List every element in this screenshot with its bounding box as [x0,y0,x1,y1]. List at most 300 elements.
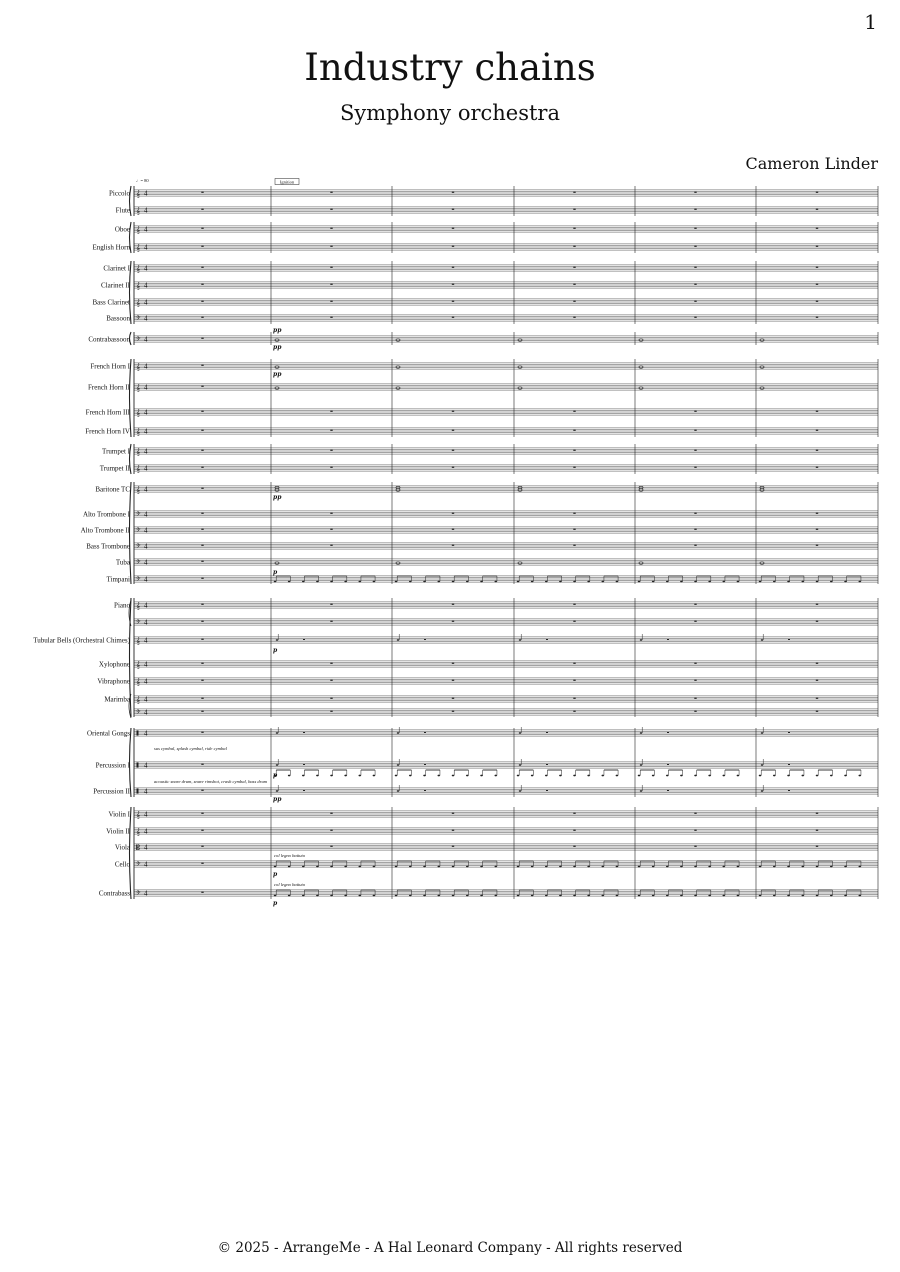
whole-rest-icon [330,192,332,193]
timpani-note [330,581,333,583]
whole-rest-icon [573,267,575,268]
staff-4 [134,244,878,250]
instrument-label: Flute [115,206,130,215]
timpani-note [787,581,790,583]
whole-rest-icon [452,604,454,605]
contrabass-note [559,895,562,897]
whole-rest-icon [573,513,575,514]
whole-rest-icon [694,545,696,546]
whole-rest-icon [573,698,575,699]
staff-10 [134,363,878,369]
time-signature-icon: 4 [144,362,148,371]
whole-rest-icon [816,698,818,699]
percussion-note [616,775,619,777]
cello-note [452,866,455,868]
quarter-note [397,732,400,734]
whole-rest-icon [573,284,575,285]
timpani-note [708,581,711,583]
quarter-note [640,790,643,792]
cello-note [844,866,847,868]
staff-29 [134,788,878,794]
percussion-note [666,775,669,777]
time-signature-icon: 4 [144,618,148,627]
whole-rest-icon [330,450,332,451]
whole-rest-icon [573,317,575,318]
whole-rest-icon [201,467,203,468]
percussion-1-instruments: sus cymbal, splash cymbal, ride cymbal [154,746,227,751]
instrument-label: Timpani [106,575,130,584]
dynamic-pp: pp [273,494,282,501]
whole-rest-icon [573,604,575,605]
rest-icon [303,764,305,765]
whole-rest-icon [694,621,696,622]
contrabass-note [358,895,361,897]
whole-rest-icon [201,892,203,893]
contrabass-note [437,895,440,897]
contrabass-note [694,895,697,897]
time-signature-icon: 4 [144,485,148,494]
whole-rest-icon [573,301,575,302]
whole-rest-icon [573,846,575,847]
staff-17 [134,511,878,517]
staff-28 [134,762,878,768]
cello-note [759,866,762,868]
cello-note [652,866,655,868]
whole-rest-icon [816,450,818,451]
timpani-note [722,581,725,583]
group-bracket-icon [130,807,132,899]
quarter-note [397,639,400,641]
bass-clef-icon: 𝄢 [136,619,141,627]
staff-13 [134,428,878,434]
treble-clef-icon: 𝄞 [136,486,141,494]
rehearsal-mark: Ignition [279,179,295,185]
timpani-note [844,581,847,583]
whole-rest-icon [694,711,696,712]
timpani-note [737,581,740,583]
staff-7 [134,299,878,305]
cello-note [801,866,804,868]
staff-24 [134,661,878,667]
whole-rest-icon [452,467,454,468]
timpani-note [652,581,655,583]
instrument-label: French Horn II [88,383,130,392]
time-signature-icon: 4 [144,243,148,252]
treble-clef-icon: 𝄞 [136,226,141,234]
quarter-note [276,732,279,734]
treble-clef-icon: 𝄞 [136,299,141,307]
timpani-note [759,581,762,583]
instrument-label: Piccolo [109,189,130,198]
rest-icon [788,764,790,765]
contrabass-note [480,895,483,897]
whole-rest-icon [816,267,818,268]
quarter-note [276,790,279,792]
whole-rest-icon [330,209,332,210]
timpani-note [531,581,534,583]
contrabass-note [452,895,455,897]
bass-clef-icon: 𝄢 [136,890,141,898]
instrument-label: Trumpet II [99,464,130,473]
staff-19 [134,543,878,549]
contrabass-note [316,895,319,897]
whole-rest-icon [816,301,818,302]
treble-clef-icon: 𝄞 [136,265,141,273]
staff-30 [134,811,878,817]
whole-rest-icon [330,246,332,247]
treble-clef-icon: 𝄞 [136,384,141,392]
contrabass-note [787,895,790,897]
instrument-label: Oriental Gongs [87,729,130,738]
treble-clef-icon: 𝄞 [136,409,141,417]
rest-icon [546,639,548,640]
whole-rest-icon [201,301,203,302]
percussion-note [423,775,426,777]
contrabass-note [330,895,333,897]
cello-note [437,866,440,868]
whole-rest-icon [816,830,818,831]
whole-rest-icon [573,813,575,814]
timpani-note [666,581,669,583]
whole-rest-icon [573,430,575,431]
time-signature-icon: 4 [144,298,148,307]
time-signature-icon: 4 [144,510,148,519]
cello-note [358,866,361,868]
cello-note [601,866,604,868]
contrabass-note [395,895,398,897]
cello-note [708,866,711,868]
whole-rest-icon [694,411,696,412]
whole-rest-icon [694,430,696,431]
contrabass-technique: col legno battuto [274,882,306,887]
rest-icon [667,732,669,733]
whole-rest-icon [573,450,575,451]
instrument-label: Clarinet I [103,264,130,273]
treble-clef-icon: 𝄞 [136,244,141,252]
whole-rest-icon [573,467,575,468]
whole-rest-icon [201,192,203,193]
quarter-note [761,764,764,766]
cello-note [680,866,683,868]
whole-rest-icon [452,529,454,530]
whole-rest-icon [201,698,203,699]
quarter-note [640,732,643,734]
time-signature-icon: 4 [144,281,148,290]
timpani-note [858,581,861,583]
percussion-note [858,775,861,777]
treble-clef-icon: 𝄞 [136,696,141,704]
contrabass-note [373,895,376,897]
whole-rest-icon [452,813,454,814]
whole-rest-icon [816,545,818,546]
percussion-note [587,775,590,777]
whole-rest-icon [816,529,818,530]
timpani-note [573,581,576,583]
instrument-label: Cello [114,860,130,869]
page-number: 1 [864,10,877,34]
timpani-note [494,581,497,583]
time-signature-icon: 4 [144,601,148,610]
whole-rest-icon [694,317,696,318]
instrument-label: Violin I [108,810,130,819]
whole-rest-icon [573,246,575,247]
quarter-note [276,639,279,641]
percussion-note [409,775,412,777]
contrabass-note [517,895,520,897]
rest-icon [667,639,669,640]
contrabass-note [344,895,347,897]
time-signature-icon: 4 [144,464,148,473]
composer-name: Cameron Linder [745,154,878,173]
whole-rest-icon [694,192,696,193]
instrument-label: Baritone TC [95,485,130,494]
staff-33 [134,861,878,867]
whole-rest-icon [573,209,575,210]
treble-clef-icon: 𝄞 [136,678,141,686]
time-signature-icon: 4 [144,264,148,273]
treble-clef-icon: 𝄞 [136,637,141,645]
dynamic-pp: pp [273,796,282,803]
time-signature-icon: 4 [144,708,148,717]
percussion-note [517,775,520,777]
whole-rest-icon [452,663,454,664]
group-bracket-icon [130,222,132,253]
percussion-note [466,775,469,777]
quarter-note [519,790,522,792]
treble-clef-icon: 𝄞 [136,661,141,669]
dynamic-pp: pp [273,327,282,334]
cello-note [344,866,347,868]
whole-rest-icon [694,513,696,514]
timpani-note [274,581,277,583]
whole-rest-icon [330,467,332,468]
contrabass-note [844,895,847,897]
staff-31 [134,828,878,834]
timpani-note [545,581,548,583]
whole-rest-icon [201,209,203,210]
contrabass-note [274,895,277,897]
whole-rest-icon [452,846,454,847]
rest-icon [788,790,790,791]
timpani-note [801,581,804,583]
time-signature-icon: 4 [144,575,148,584]
percussion-note [288,775,291,777]
dynamic-p: p [273,772,278,779]
contrabass-note [680,895,683,897]
bass-clef-icon: 𝄢 [136,527,141,535]
whole-rest-icon [201,488,203,489]
whole-rest-icon [452,267,454,268]
whole-rest-icon [694,830,696,831]
percussion-note [573,775,576,777]
cello-note [409,866,412,868]
cello-note [316,866,319,868]
whole-rest-icon [694,284,696,285]
percussion-note [773,775,776,777]
quarter-note [397,764,400,766]
cello-note [274,866,277,868]
instrument-label: Percussion II [93,787,130,796]
timpani-note [680,581,683,583]
rest-icon [667,790,669,791]
whole-rest-icon [816,711,818,712]
quarter-note [640,764,643,766]
contrabass-note [652,895,655,897]
contrabass-note [494,895,497,897]
contrabass-note [722,895,725,897]
whole-rest-icon [330,284,332,285]
staff-6 [134,282,878,288]
whole-rest-icon [330,529,332,530]
whole-rest-icon [694,698,696,699]
percussion-note [452,775,455,777]
whole-rest-icon [452,301,454,302]
time-signature-icon: 4 [144,408,148,417]
whole-rest-icon [330,430,332,431]
whole-rest-icon [201,267,203,268]
whole-rest-icon [330,513,332,514]
whole-rest-icon [330,621,332,622]
staff-3 [134,226,878,232]
instrument-label: French Horn IV [85,427,130,436]
rest-icon [546,732,548,733]
staff-marimba-bass [134,709,878,715]
timpani-note [480,581,483,583]
time-signature-icon: 4 [144,558,148,567]
cello-note [773,866,776,868]
whole-rest-icon [201,711,203,712]
quarter-note [761,790,764,792]
whole-rest-icon [201,639,203,640]
whole-rest-icon [201,621,203,622]
dynamic-p: p [273,871,278,878]
whole-rest-icon [201,228,203,229]
time-signature-icon: 4 [144,206,148,215]
cello-note [480,866,483,868]
whole-rest-icon [201,663,203,664]
time-signature-icon: 4 [144,383,148,392]
instrument-label: Alto Trombone I [82,510,130,519]
whole-rest-icon [452,621,454,622]
time-signature-icon: 4 [144,447,148,456]
whole-rest-icon [201,246,203,247]
contrabass-note [288,895,291,897]
whole-rest-icon [330,698,332,699]
bass-clef-icon: 𝄢 [136,543,141,551]
whole-rest-icon [816,604,818,605]
percussion-note [302,775,305,777]
whole-rest-icon [201,430,203,431]
time-signature-icon: 4 [144,225,148,234]
percussion-note [358,775,361,777]
percussion-note [545,775,548,777]
staff-2 [134,207,878,213]
whole-rest-icon [694,209,696,210]
bass-clef-icon: 𝄢 [136,315,141,323]
dynamic-pp: pp [273,344,282,351]
time-signature-icon: 4 [144,827,148,836]
instrument-label: Xylophone [98,660,130,669]
timpani-note [437,581,440,583]
bass-clef-icon: 𝄢 [136,709,141,717]
instrument-label: French Horn I [90,362,130,371]
whole-rest-icon [573,228,575,229]
timpani-note [395,581,398,583]
contrabass-note [302,895,305,897]
copyright-notice: © 2025 - ArrangeMe - A Hal Leonard Company - All rights reserved [217,1240,683,1256]
instrument-label: Bassoon [106,314,130,323]
rest-icon [424,764,426,765]
percussion-note [316,775,319,777]
time-signature-icon: 4 [144,889,148,898]
whole-rest-icon [452,228,454,229]
whole-rest-icon [573,545,575,546]
rest-icon [788,732,790,733]
cello-technique: col legno battuto [274,853,306,858]
percussion-note [737,775,740,777]
cello-note [517,866,520,868]
whole-rest-icon [452,284,454,285]
quarter-note [519,764,522,766]
cello-note [494,866,497,868]
timpani-note [587,581,590,583]
whole-rest-icon [816,284,818,285]
whole-rest-icon [694,529,696,530]
time-signature-icon: 4 [144,843,148,852]
treble-clef-icon: 𝄞 [136,363,141,371]
percussion-note [722,775,725,777]
group-bracket-icon [130,332,132,345]
staff-18 [134,527,878,533]
whole-rest-icon [201,450,203,451]
quarter-note [640,639,643,641]
group-bracket-icon [130,482,132,584]
treble-clef-icon: 𝄞 [136,811,141,819]
percussion-note [559,775,562,777]
instrument-label: Oboe [114,225,130,234]
cello-note [616,866,619,868]
whole-rest-icon [573,711,575,712]
percussion-clef-icon [137,789,139,794]
whole-rest-icon [201,790,203,791]
timpani-note [638,581,641,583]
whole-rest-icon [201,813,203,814]
cello-note [330,866,333,868]
quarter-note [397,790,400,792]
staff-20 [134,559,878,565]
percussion-note [830,775,833,777]
contrabass-note [773,895,776,897]
contrabass-note [531,895,534,897]
whole-rest-icon [330,680,332,681]
whole-rest-icon [452,698,454,699]
whole-rest-icon [201,732,203,733]
cello-note [531,866,534,868]
bass-clef-icon: 𝄢 [136,861,141,869]
whole-rest-icon [816,430,818,431]
treble-clef-icon: 𝄞 [136,190,141,198]
instrument-label: Bass Trombone [86,542,130,551]
whole-rest-icon [452,246,454,247]
contrabass-note [801,895,804,897]
cello-note [373,866,376,868]
quarter-note [519,639,522,641]
instrument-label: Tuba [115,558,130,567]
whole-rest-icon [573,663,575,664]
whole-rest-icon [816,813,818,814]
whole-rest-icon [694,604,696,605]
group-bracket-icon [130,186,132,216]
